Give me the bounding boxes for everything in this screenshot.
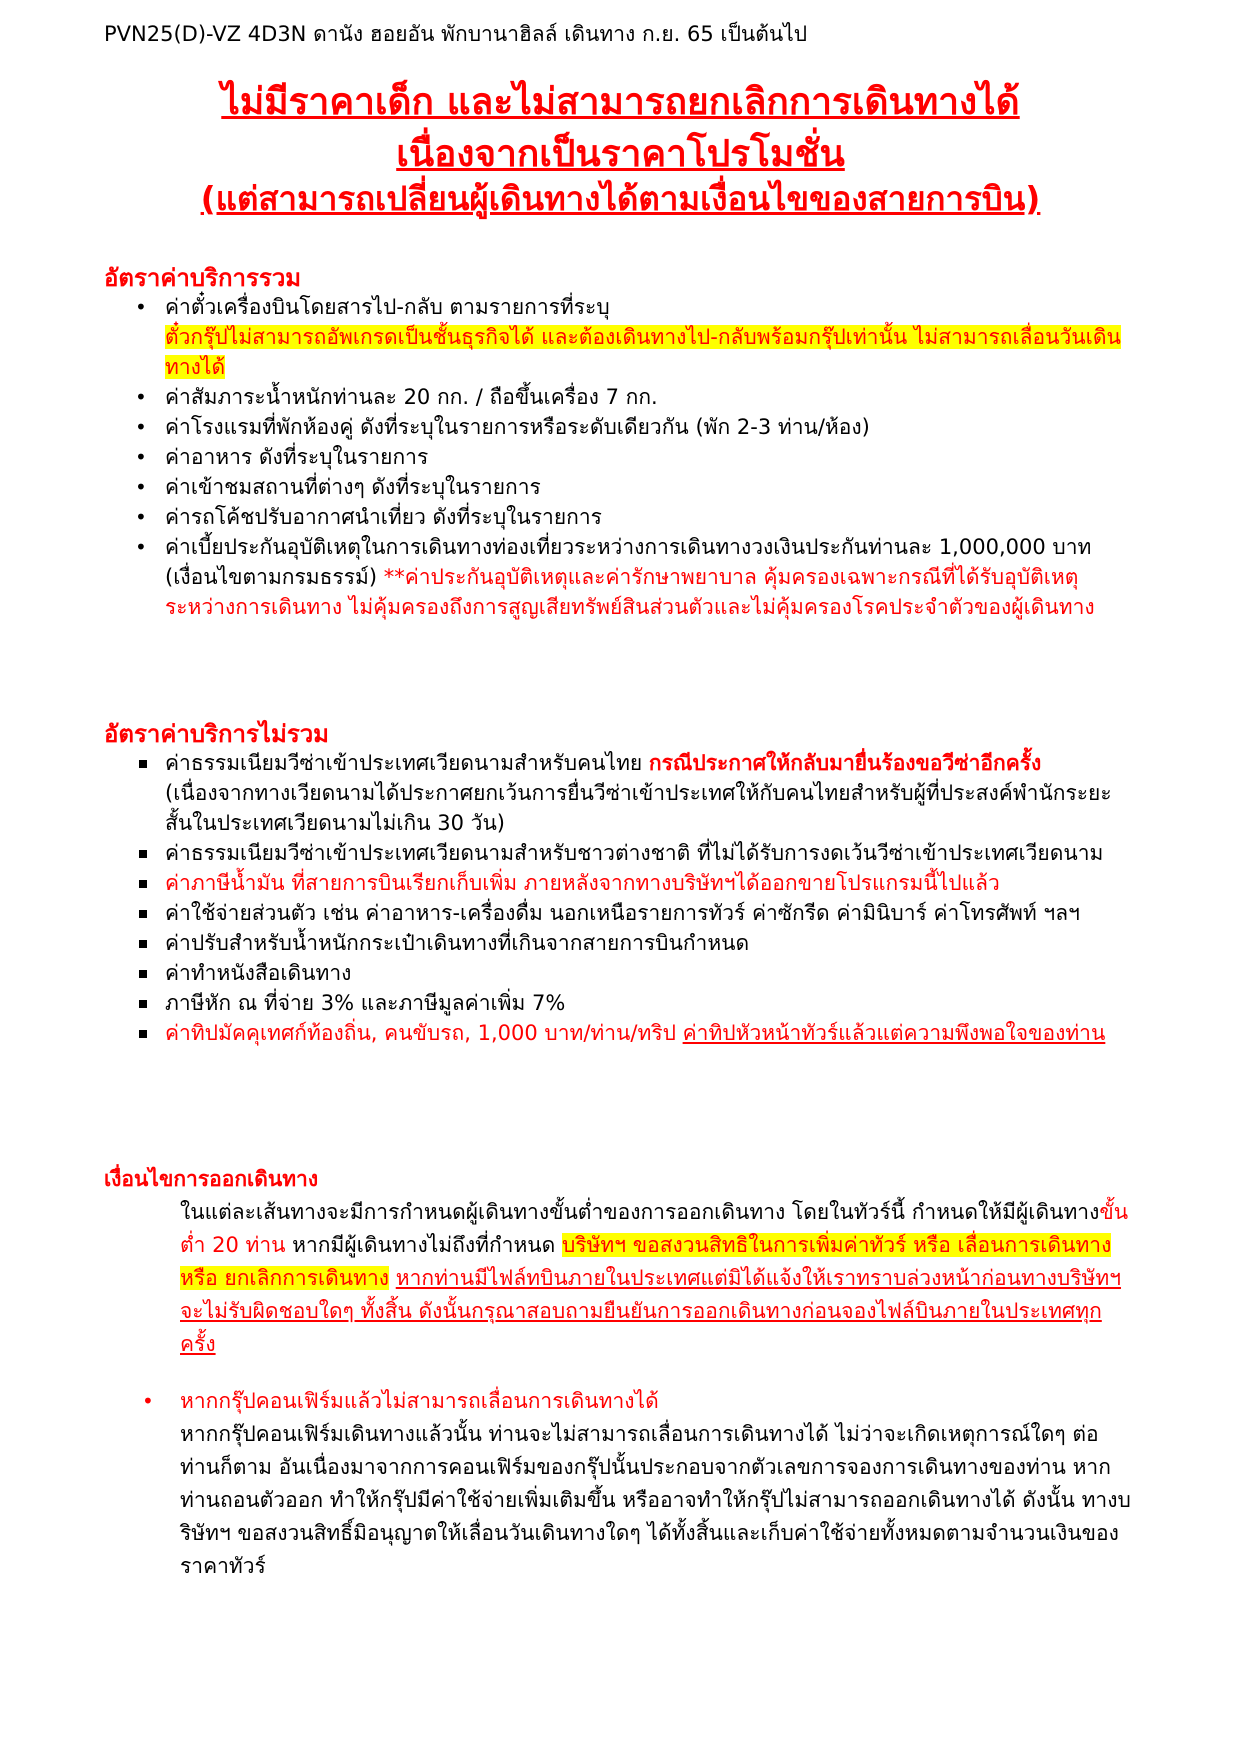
- list-item: [133, 442, 1133, 472]
- bullet-icon: •: [135, 505, 147, 529]
- list-item: [133, 472, 1133, 502]
- item-text: ค่าโรงแรมที่พักห้องคู่ ดังที่ระบุในรายการหรือระดับเดียวกัน (พัก 2-3 ท่าน/ห้อง): [165, 415, 870, 439]
- list-item: [133, 958, 1133, 988]
- list-item: [133, 928, 1133, 958]
- minimum-travelers: ขั้นต่ำ 20 ท่าน: [180, 1200, 1129, 1257]
- list-item: [133, 292, 1133, 382]
- item-text: ภาษีหัก ณ ที่จ่าย 3% และภาษีมูลค่าเพิ่ม 7%: [165, 991, 566, 1015]
- square-bullet-icon: [139, 760, 147, 768]
- item-text: (เนื่องจากทางเวียดนามได้ประกาศยกเว้นการยื่นวีซ่าเข้าประเทศให้กับคนไทยสำหรับผู้ที่ประสงค์พำนักระยะสั้นในประเทศเวียดนามไม่เกิน 30 วัน): [165, 781, 1112, 835]
- departure-heading: เงื่อนไขการออกเดินทาง: [104, 1167, 319, 1191]
- list-item: [133, 838, 1133, 868]
- title-line-2: เนื่องจากเป็นราคาโปรโมชั่น: [396, 132, 845, 175]
- item-text: ค่าตั๋วเครื่องบินโดยสารไป-กลับ ตามรายการที่ระบุ: [165, 295, 610, 319]
- confirm-list: [140, 1386, 1140, 1416]
- list-item: [133, 748, 1133, 838]
- list-item: [133, 988, 1133, 1018]
- item-text: ค่าเข้าชมสถานที่ต่างๆ ดังที่ระบุในรายการ: [165, 475, 541, 499]
- list-item: [133, 502, 1133, 532]
- spacer: [389, 1266, 396, 1290]
- departure-text: ในแต่ละเส้นทางจะมีการกำหนดผู้เดินทางขั้นต่ำของการออกเดินทาง โดยในทัวร์นี้ กำหนดให้มีผู้เดินทาง: [180, 1200, 1100, 1224]
- included-list: [133, 292, 1133, 622]
- list-item: [133, 868, 1133, 898]
- title-line-1: ไม่มีราคาเด็ก และไม่สามารถยกเลิกการเดินทางได้: [221, 80, 1020, 123]
- title-line-3: (แต่สามารถเปลี่ยนผู้เดินทางได้ตามเงื่อนไขของสายการบิน): [200, 179, 1041, 218]
- square-bullet-icon: [139, 880, 147, 888]
- square-bullet-icon: [139, 910, 147, 918]
- item-text: ค่าธรรมเนียมวีซ่าเข้าประเทศเวียดนามสำหรับชาวต่างชาติ ที่ไม่ได้รับการงดเว้นวีซ่าเข้าประเทศเวียดนาม: [165, 841, 1104, 865]
- tour-code-line: PVN25(D)-VZ 4D3N ดานัง ฮอยอัน พักบานาฮิลล์ เดินทาง ก.ย. 65 เป็นต้นไป: [104, 22, 808, 46]
- square-bullet-icon: [139, 970, 147, 978]
- bullet-icon: •: [135, 385, 147, 409]
- list-item: [133, 532, 1133, 622]
- list-item: [140, 1386, 1140, 1416]
- square-bullet-icon: [139, 940, 147, 948]
- item-text: ค่าทำหนังสือเดินทาง: [165, 961, 352, 985]
- bullet-icon: •: [135, 295, 147, 319]
- item-text-emphasis: กรณีประกาศให้กลับมายื่นร้องขอวีซ่าอีกครั้ง: [648, 751, 1042, 775]
- confirm-title: หากกรุ๊ปคอนเฟิร์มแล้วไม่สามารถเลื่อนการเดินทางได้: [180, 1389, 659, 1413]
- bullet-icon: •: [142, 1389, 154, 1413]
- departure-text: หากมีผู้เดินทางไม่ถึงที่กำหนด: [285, 1233, 562, 1257]
- item-note-highlight: ตั๋วกรุ๊ปไม่สามารถอัพเกรดเป็นชั้นธุรกิจได้ และต้องเดินทางไป-กลับพร้อมกรุ๊ปเท่านั้น ไม่สามารถเลื่อนวันเดินทางได้: [165, 325, 1121, 379]
- bullet-icon: •: [135, 445, 147, 469]
- list-item: [133, 382, 1133, 412]
- item-text-red: ค่าทิปมัคคุเทศก์ท้องถิ่น, คนขับรถ, 1,000 บาท/ท่าน/ทริป: [165, 1021, 683, 1045]
- reserve-rights-highlight: บริษัทฯ ขอสงวนสิทธิในการเพิ่มค่าทัวร์ หรือ เลื่อนการเดินทาง หรือ ยกเลิกการเดินทาง: [180, 1233, 1112, 1290]
- item-text: ค่าอาหาร ดังที่ระบุในรายการ: [165, 445, 429, 469]
- item-text: ค่าเบี้ยประกันอุบัติเหตุในการเดินทางท่องเที่ยวระหว่างการเดินทางวงเงินประกันท่านละ 1,000,000 บาท (เงื่อนไขตามกรมธรรม์): [165, 535, 1092, 589]
- list-item: [133, 412, 1133, 442]
- item-note: **ค่าประกันอุบัติเหตุและค่ารักษาพยาบาล คุ้มครองเฉพาะกรณีที่ได้รับอุบัติเหตุระหว่างการเดินทาง ไม่คุ้มครองถึงการสูญเสียทรัพย์สินส่วนตัวและไม่คุ้มครองโรคประจำตัวของผู้เดินทาง: [165, 565, 1095, 619]
- excluded-list: [133, 748, 1133, 1048]
- item-text: ค่ารถโค้ชปรับอากาศนำเที่ยว ดังที่ระบุในรายการ: [165, 505, 602, 529]
- confirm-paragraph: หากกรุ๊ปคอนเฟิร์มเดินทางแล้วนั้น ท่านจะไม่สามารถเลื่อนการเดินทางได้ ไม่ว่าจะเกิดเหตุการณ์ใดๆ ต่อท่านก็ตาม อันเนื่องมาจากการคอนเฟิร์มของกรุ๊ปนั้นประกอบจากตัวเลขการจองการเดินทางของท่าน หากท่านถอนตัวออก ทำให้กรุ๊ปมีค่าใช้จ่ายเพิ่มเติมขึ้น หรืออาจทำให้กรุ๊ปไม่สามารถออกเดินทางได้ ดังนั้น ทางบริษัทฯ ขอสงวนสิทธิ์มิอนุญาตให้เลื่อนวันเดินทางใดๆ ได้ทั้งสิ้นและเก็บค่าใช้จ่ายทั้งหมดตามจำนวนเงินของราคาทัวร์: [180, 1422, 1131, 1578]
- item-text: ค่าสัมภาระน้ำหนักท่านละ 20 กก. / ถือขึ้นเครื่อง 7 กก.: [165, 385, 658, 409]
- item-text-red-underline: ค่าทิปหัวหน้าทัวร์แล้วแต่ความพึงพอใจของท่าน: [682, 1021, 1106, 1045]
- departure-paragraph: [180, 1196, 1135, 1361]
- list-item: [133, 1018, 1133, 1048]
- item-text: ค่าปรับสำหรับน้ำหนักกระเป๋าเดินทางที่เกินจากสายการบินกำหนด: [165, 931, 750, 955]
- square-bullet-icon: [139, 850, 147, 858]
- bullet-icon: •: [135, 415, 147, 439]
- square-bullet-icon: [139, 1030, 147, 1038]
- item-text-red: ค่าภาษีน้ำมัน ที่สายการบินเรียกเก็บเพิ่ม ภายหลังจากทางบริษัทฯได้ออกขายโปรแกรมนี้ไปแล้ว: [165, 871, 1000, 895]
- bullet-icon: •: [135, 475, 147, 499]
- included-heading: อัตราค่าบริการรวม: [104, 264, 302, 292]
- item-text: ค่าธรรมเนียมวีซ่าเข้าประเทศเวียดนามสำหรับคนไทย: [165, 751, 649, 775]
- list-item: [133, 898, 1133, 928]
- item-text: ค่าใช้จ่ายส่วนตัว เช่น ค่าอาหาร-เครื่องดื่ม นอกเหนือรายการทัวร์ ค่าซักรีด ค่ามินิบาร์ ค่าโทรศัพท์ ฯลฯ: [165, 901, 1080, 925]
- domestic-flight-warning: หากท่านมีไฟล์ทบินภายในประเทศแต่มิได้แจ้งให้เราทราบล่วงหน้าก่อนทางบริษัทฯ จะไม่รับผิดชอบใดๆ ทั้งสิ้น ดังนั้นกรุณาสอบถามยืนยันการออกเดินทางก่อนจองไฟล์บินภายในประเทศทุกครั้ง: [180, 1266, 1121, 1356]
- excluded-heading: อัตราค่าบริการไม่รวม: [104, 720, 329, 748]
- square-bullet-icon: [139, 1000, 147, 1008]
- bullet-icon: •: [135, 535, 147, 559]
